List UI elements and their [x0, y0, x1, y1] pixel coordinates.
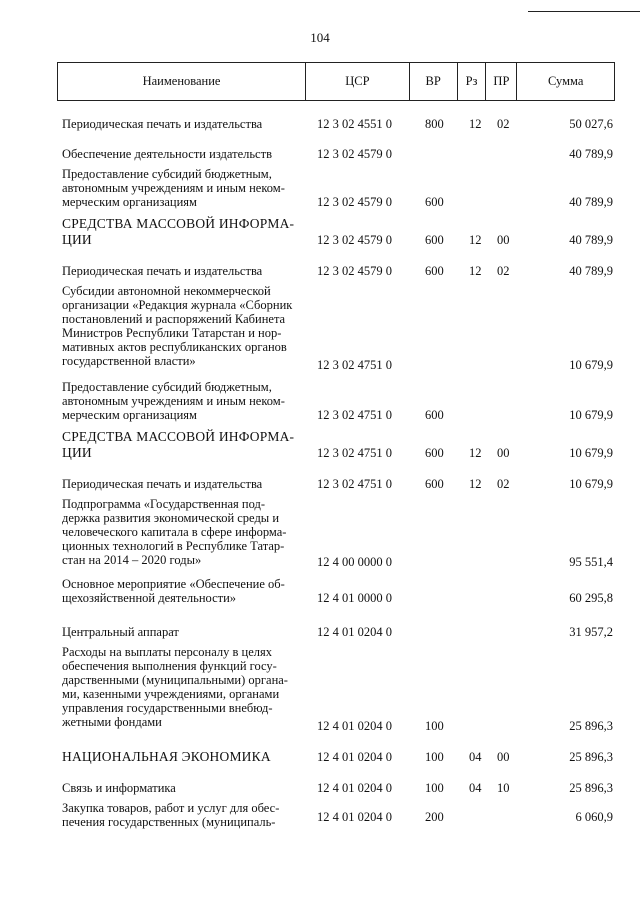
- table-row: [57, 429, 615, 460]
- row-sum: 60 295,8: [569, 591, 613, 605]
- row-pr: 00: [497, 446, 510, 460]
- row-rz: 04: [469, 750, 482, 764]
- table-row: [57, 645, 615, 733]
- table-row: [57, 477, 615, 491]
- row-csr: 12 3 02 4579 0: [317, 147, 392, 161]
- row-name: Периодическая печать и издательства: [62, 264, 263, 278]
- row-csr: 12 4 01 0204 0: [317, 750, 392, 764]
- row-name: Связь и информатика: [62, 781, 176, 795]
- table-header: [57, 62, 615, 101]
- header-csr: ЦСР: [305, 63, 409, 100]
- row-sum: 40 789,9: [569, 233, 613, 247]
- row-csr: 12 4 01 0204 0: [317, 625, 392, 639]
- top-rule: [528, 11, 640, 12]
- header-pr: ПР: [485, 63, 516, 100]
- row-vr: 100: [425, 719, 444, 733]
- row-name: Подпрограмма «Государственная под- держка развития экономической среды и человеческого капитала в сфере информа- ционных технологий в Республике Татар- стан на 2014 – 2020 годы»: [62, 497, 287, 567]
- table-row: [57, 380, 615, 422]
- row-sum: 25 896,3: [569, 750, 613, 764]
- row-vr: 600: [425, 477, 444, 491]
- table-row: [57, 147, 615, 161]
- row-csr: 12 4 00 0000 0: [317, 555, 392, 569]
- row-vr: 200: [425, 810, 444, 824]
- row-sum: 25 896,3: [569, 781, 613, 795]
- row-rz: 12: [469, 233, 482, 247]
- row-name: СРЕДСТВА МАССОВОЙ ИНФОРМА- ЦИИ: [62, 216, 295, 247]
- row-sum: 10 679,9: [569, 358, 613, 372]
- table-row: [57, 577, 615, 605]
- row-rz: 12: [469, 117, 482, 131]
- row-csr: 12 4 01 0204 0: [317, 810, 392, 824]
- row-pr: 10: [497, 781, 510, 795]
- row-vr: 600: [425, 233, 444, 247]
- row-csr: 12 4 01 0204 0: [317, 781, 392, 795]
- row-name: Предоставление субсидий бюджетным, автономным учреждениям и иным неком- мерческим организациям: [62, 380, 285, 422]
- row-csr: 12 3 02 4579 0: [317, 264, 392, 278]
- row-vr: 600: [425, 408, 444, 422]
- row-name: Расходы на выплаты персоналу в целях обеспечения выполнения функций госу- дарственными (муниципальными) органа- ми, казенными учреждениями, органами управления государственными внебюд- жетными фондами: [62, 645, 288, 729]
- row-sum: 95 551,4: [569, 555, 613, 569]
- row-vr: 100: [425, 750, 444, 764]
- row-name: Периодическая печать и издательства: [62, 477, 263, 491]
- table-row: [57, 264, 615, 278]
- row-vr: 600: [425, 446, 444, 460]
- row-csr: 12 3 02 4751 0: [317, 446, 392, 460]
- row-pr: 02: [497, 117, 510, 131]
- header-name: Наименование: [142, 74, 221, 88]
- row-sum: 50 027,6: [569, 117, 613, 131]
- row-name: Обеспечение деятельности издательств: [62, 147, 272, 161]
- row-csr: 12 3 02 4751 0: [317, 358, 392, 372]
- table-row: [57, 117, 615, 131]
- table-row: [57, 781, 615, 795]
- row-name: СРЕДСТВА МАССОВОЙ ИНФОРМА- ЦИИ: [62, 429, 295, 460]
- row-vr: 800: [425, 117, 444, 131]
- header-sum: Сумма: [516, 63, 614, 100]
- page-number: 104: [310, 30, 330, 45]
- row-pr: 00: [497, 750, 510, 764]
- row-rz: 12: [469, 446, 482, 460]
- row-sum: 40 789,9: [569, 264, 613, 278]
- row-name: Субсидии автономной некоммерческой организации «Редакция журнала «Сборник постановлений и распоряжений Кабинета Министров Республики Татарстан и нор- мативных актов республиканских органов государственной власти»: [62, 284, 293, 368]
- table-row: [57, 625, 615, 639]
- row-sum: 10 679,9: [569, 408, 613, 422]
- row-pr: 02: [497, 477, 510, 491]
- row-sum: 40 789,9: [569, 195, 613, 209]
- row-pr: 02: [497, 264, 510, 278]
- row-csr: 12 4 01 0204 0: [317, 719, 392, 733]
- row-vr: 600: [425, 264, 444, 278]
- row-vr: 100: [425, 781, 444, 795]
- row-rz: 12: [469, 477, 482, 491]
- row-csr: 12 3 02 4579 0: [317, 195, 392, 209]
- row-csr: 12 3 02 4751 0: [317, 408, 392, 422]
- row-sum: 40 789,9: [569, 147, 613, 161]
- header-rz: Рз: [457, 63, 486, 100]
- row-sum: 10 679,9: [569, 477, 613, 491]
- header-vr: ВР: [409, 63, 457, 100]
- row-name: Закупка товаров, работ и услуг для обес- печения государственных (муниципаль-: [62, 801, 280, 829]
- row-sum: 25 896,3: [569, 719, 613, 733]
- row-rz: 12: [469, 264, 482, 278]
- table-row: [57, 749, 615, 764]
- row-name: Предоставление субсидий бюджетным, автономным учреждениям и иным неком- мерческим организациям: [62, 167, 285, 209]
- table-row: [57, 167, 615, 209]
- row-csr: 12 3 02 4551 0: [317, 117, 392, 131]
- row-sum: 10 679,9: [569, 446, 613, 460]
- row-vr: 600: [425, 195, 444, 209]
- row-pr: 00: [497, 233, 510, 247]
- row-name: Центральный аппарат: [62, 625, 179, 639]
- row-name: Периодическая печать и издательства: [62, 117, 263, 131]
- row-name: Основное мероприятие «Обеспечение об- щехозяйственной деятельности»: [62, 577, 285, 605]
- row-sum: 31 957,2: [569, 625, 613, 639]
- table-row: [57, 801, 615, 829]
- row-csr: 12 3 02 4579 0: [317, 233, 392, 247]
- table-row: [57, 497, 615, 569]
- row-sum: 6 060,9: [575, 810, 613, 824]
- row-rz: 04: [469, 781, 482, 795]
- table-row: [57, 284, 615, 372]
- row-name: НАЦИОНАЛЬНАЯ ЭКОНОМИКА: [62, 749, 271, 764]
- table-row: [57, 216, 615, 247]
- row-csr: 12 4 01 0000 0: [317, 591, 392, 605]
- row-csr: 12 3 02 4751 0: [317, 477, 392, 491]
